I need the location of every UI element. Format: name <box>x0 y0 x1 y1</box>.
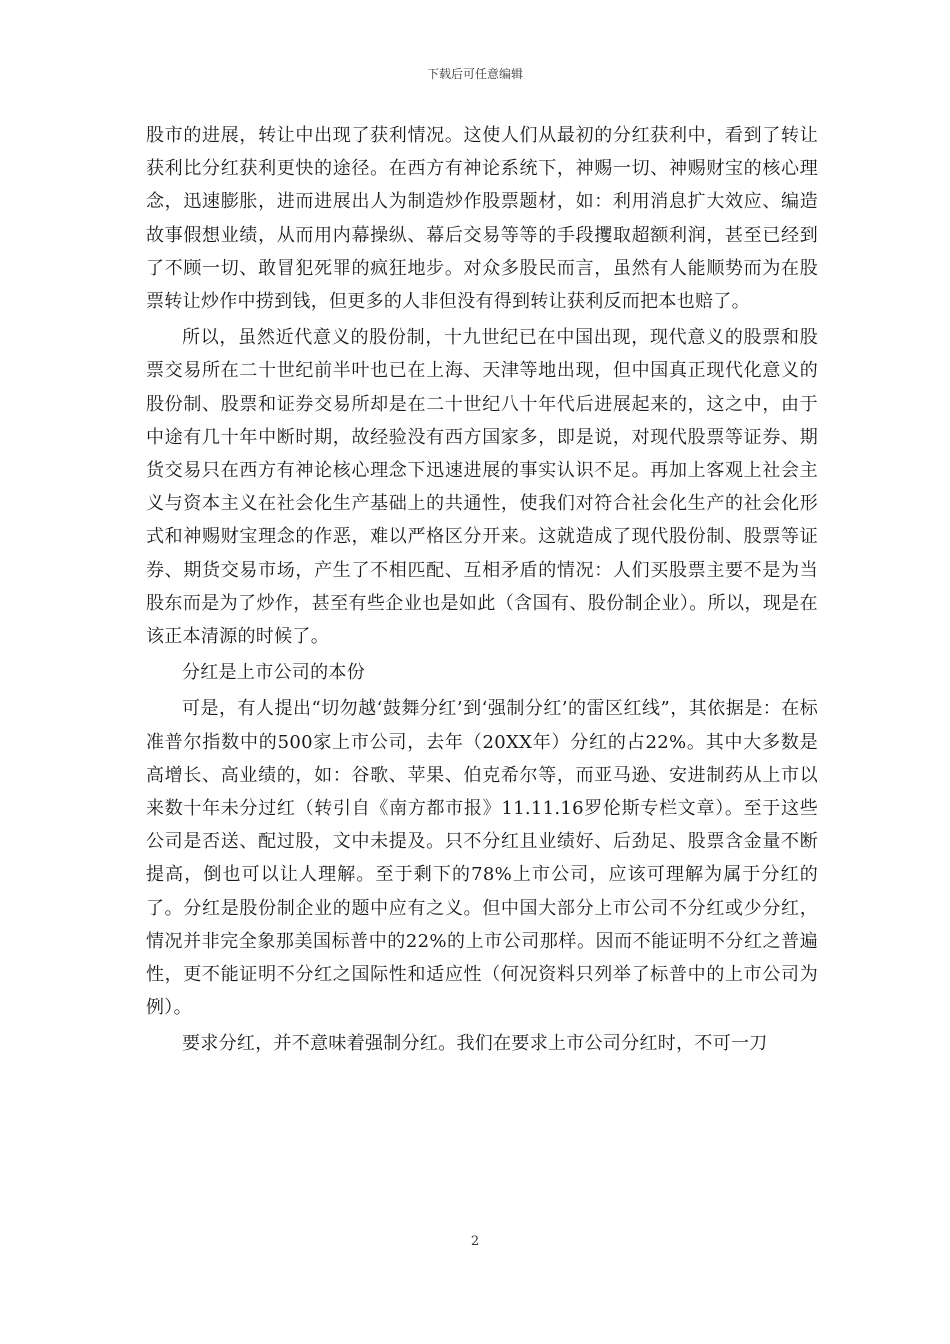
page-header: 下载后可任意编辑 <box>426 67 523 81</box>
paragraph-2: 所以，虽然近代意义的股份制，十九世纪已在中国出现，现代意义的股票和股票交易所在二十世纪前半叶也已在上海、天津等地出现，但中国真正现代化意义的股份制、股票和证券交易所却是在二十世纪八十年代后进展起来的，这之中，由于中途有几十年中断时期，故经验没有西方国家多，即是说，对现代股票等证券、期货交易只在西方有神论核心理念下迅速进展的事实认识不足。再加上客观上社会主义与资本主义在社会化生产基础上的共通性，使我们对符合社会化生产的社会化形式和神赐财宝理念的作恶，难以严格区分开来。这就造成了现代股份制、股票等证券、期货交易市场，产生了不相匹配、互相矛盾的情况：人们买股票主要不是为当股东而是为了炒作，甚至有些企业也是如此（含国有、股份制企业）。所以，现是在该正本清源的时候了。 <box>146 327 818 648</box>
page-number: 2 <box>470 1234 480 1249</box>
paragraph-1: 股市的进展，转让中出现了获利情况。这使人们从最初的分红获利中，看到了转让获利比分红获利更快的途径。在西方有神论系统下，神赐一切、神赐财宝的核心理念，迅速膨胀，进而进展出人为制造炒作股票题材，如：利用消息扩大效应、编造故事假想业绩，从而用内幕操纵、幕后交易等等的手段攫取超额利润，甚至已经到了不顾一切、敢冒犯死罪的疯狂地步。对众多股民而言，虽然有人能顺势而为在股票转让炒作中捞到钱，但更多的人非但没有得到转让获利反而把本也赔了。 <box>146 125 818 313</box>
paragraph-3: 可是，有人提出“切勿越‘鼓舞分红’到‘强制分红’的雷区红线”，其依据是：在标准普尔指数中的500家上市公司，去年（20XX年）分红的占22%。其中大多数是高增长、高业绩的，如：谷歌、苹果、伯克希尔等，而亚马逊、安进制药从上市以来数十年未分过红（转引自《南方都市报》11.11.16罗伦斯专栏文章）。至于这些公司是否送、配过股，文中未提及。只不分红且业绩好、后劲足、股票含金量不断提高，倒也可以让人理解。至于剩下的78%上市公司，应该可理解为属于分红的了。分红是股份制企业的题中应有之义。但中国大部分上市公司不分红或少分红，情况并非完全象那美国标普中的22%的上市公司那样。因而不能证明不分红之普遍性，更不能证明不分红之国际性和适应性（何况资料只列举了标普中的上市公司为例）。 <box>146 698 818 1019</box>
document-body <box>146 119 818 1061</box>
paragraph-4: 要求分红，并不意味着强制分红。我们在要求上市公司分红时，不可一刀 <box>182 1033 768 1055</box>
section-heading: 分红是上市公司的本份 <box>182 662 365 684</box>
